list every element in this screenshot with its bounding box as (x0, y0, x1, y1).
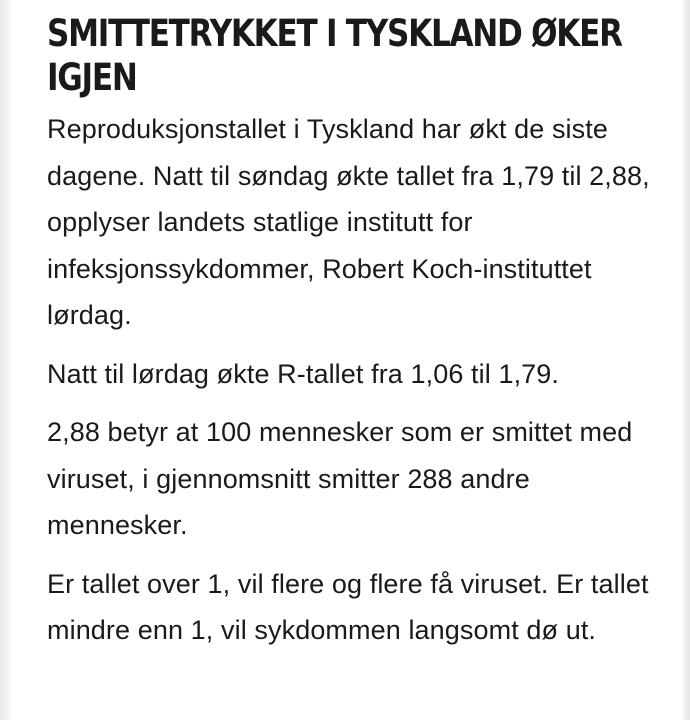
paragraph-reproduction-rate: Reproduksjonstallet i Tyskland har økt de siste dagene. Natt til søndag økte tallet fra 1,79 til 2,88, opplyser landets statlige institutt for infeksjonssykdommer, Robert Koch-instituttet lørdag. (47, 114, 650, 330)
article-headline: SMITTETRYKKET I TYSKLAND ØKER IGJEN (47, 12, 622, 99)
article-content (47, 0, 671, 654)
right-shadow-edge (681, 0, 690, 720)
paragraph-saturday-rate: Natt til lørdag økte R-tallet fra 1,06 til 1,79. (47, 358, 559, 389)
paragraph-rate-threshold: Er tallet over 1, vil flere og flere få viruset. Er tallet mindre enn 1, vil sykdommen langsomt dø ut. (47, 568, 649, 645)
left-shadow-edge (0, 0, 13, 720)
paragraph-rate-meaning: 2,88 betyr at 100 mennesker som er smittet med viruset, i gjennomsnitt smitter 288 andre mennesker. (47, 417, 633, 540)
